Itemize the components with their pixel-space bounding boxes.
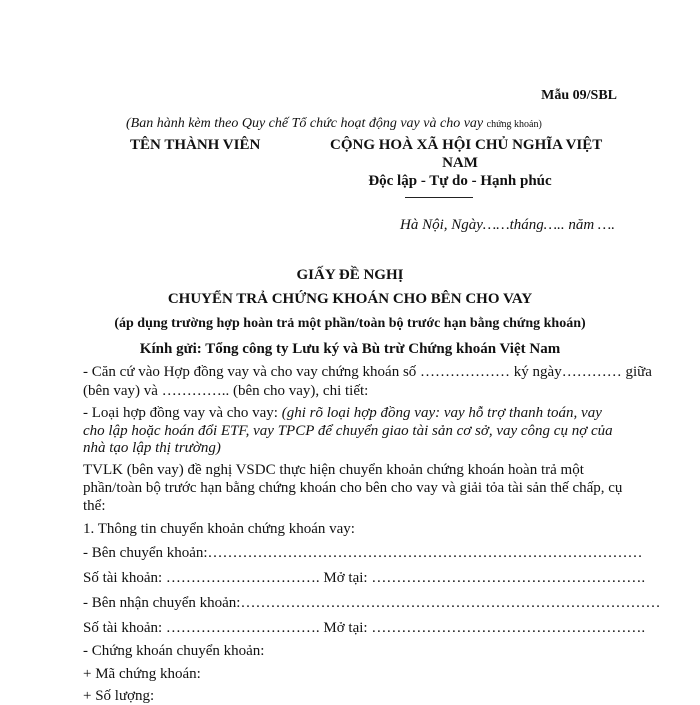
motto: Độc lập - Tự do - Hạnh phúc [368,173,552,189]
republic-line2: NAM [442,155,478,171]
contract-type-note2: cho lập hoặc hoán đổi ETF, vay TPCP để chuyển giao tài sản cơ sở, vay công cụ nợ của [83,423,613,439]
receiver-account-line: Số tài khoản: …………………………. Mở tại: ………………………………………………. [83,620,646,636]
contract-type-note1: (ghi rõ loại hợp đồng vay: vay hỗ trợ thanh toán, vay [281,405,602,421]
title-line1: GIẤY ĐỀ NGHỊ [296,267,404,283]
contract-type-line1 [83,405,602,422]
basis-line1: - Căn cứ vào Hợp đồng vay và cho vay chứng khoán số ……………… ký ngày………… giữa [83,364,652,380]
addressee: Kính gửi: Tổng công ty Lưu ký và Bù trừ Chứng khoán Việt Nam [139,341,561,357]
motto-underline [405,197,473,198]
issued-note-main: (Ban hành kèm theo Quy chế Tổ chức hoạt động vay và cho vay [126,116,484,131]
sender-line: - Bên chuyển khoản:…………………………………………………………………………… [83,545,643,561]
contract-type-note3: nhà tạo lập thị trường) [83,440,221,456]
securities-line: - Chứng khoán chuyển khoản: [83,643,265,659]
sender-account-line: Số tài khoản: …………………………. Mở tại: ………………………………………………. [83,570,646,586]
basis-line2: (bên vay) và ………….. (bên cho vay), chi tiết: [83,383,369,399]
request-line3: thể: [83,498,106,514]
request-line1: TVLK (bên vay) đề nghị VSDC thực hiện chuyển khoản chứng khoán hoàn trả một [83,462,584,478]
request-line2: phần/toàn bộ trước hạn bằng chứng khoán cho bên cho vay và giải tỏa tài sản thế chấp, cụ [83,480,623,496]
title-line2: CHUYỂN TRẢ CHỨNG KHOÁN CHO BÊN CHO VAY [167,291,533,307]
ticker-line: + Mã chứng khoán: [83,666,201,682]
place-date: Hà Nội, Ngày……tháng….. năm …. [400,217,616,233]
republic-line1: CỘNG HOÀ XÃ HỘI CHỦ NGHĨA VIỆT [330,137,603,153]
contract-type-label: - Loại hợp đồng vay và cho vay: [83,405,282,421]
title-line3: (áp dụng trường hợp hoàn trả một phần/toàn bộ trước hạn bằng chứng khoán) [114,316,586,331]
section1-heading: 1. Thông tin chuyển khoản chứng khoán vay: [83,521,355,537]
issued-note-small: chứng khoán) [486,119,542,130]
receiver-line: - Bên nhận chuyển khoản:………………………………………………………………………… [83,595,661,611]
member-name: TÊN THÀNH VIÊN [130,137,261,153]
quantity-line: + Số lượng: [83,688,155,704]
issued-note [126,116,542,132]
form-code: Mẫu 09/SBL [541,88,617,103]
